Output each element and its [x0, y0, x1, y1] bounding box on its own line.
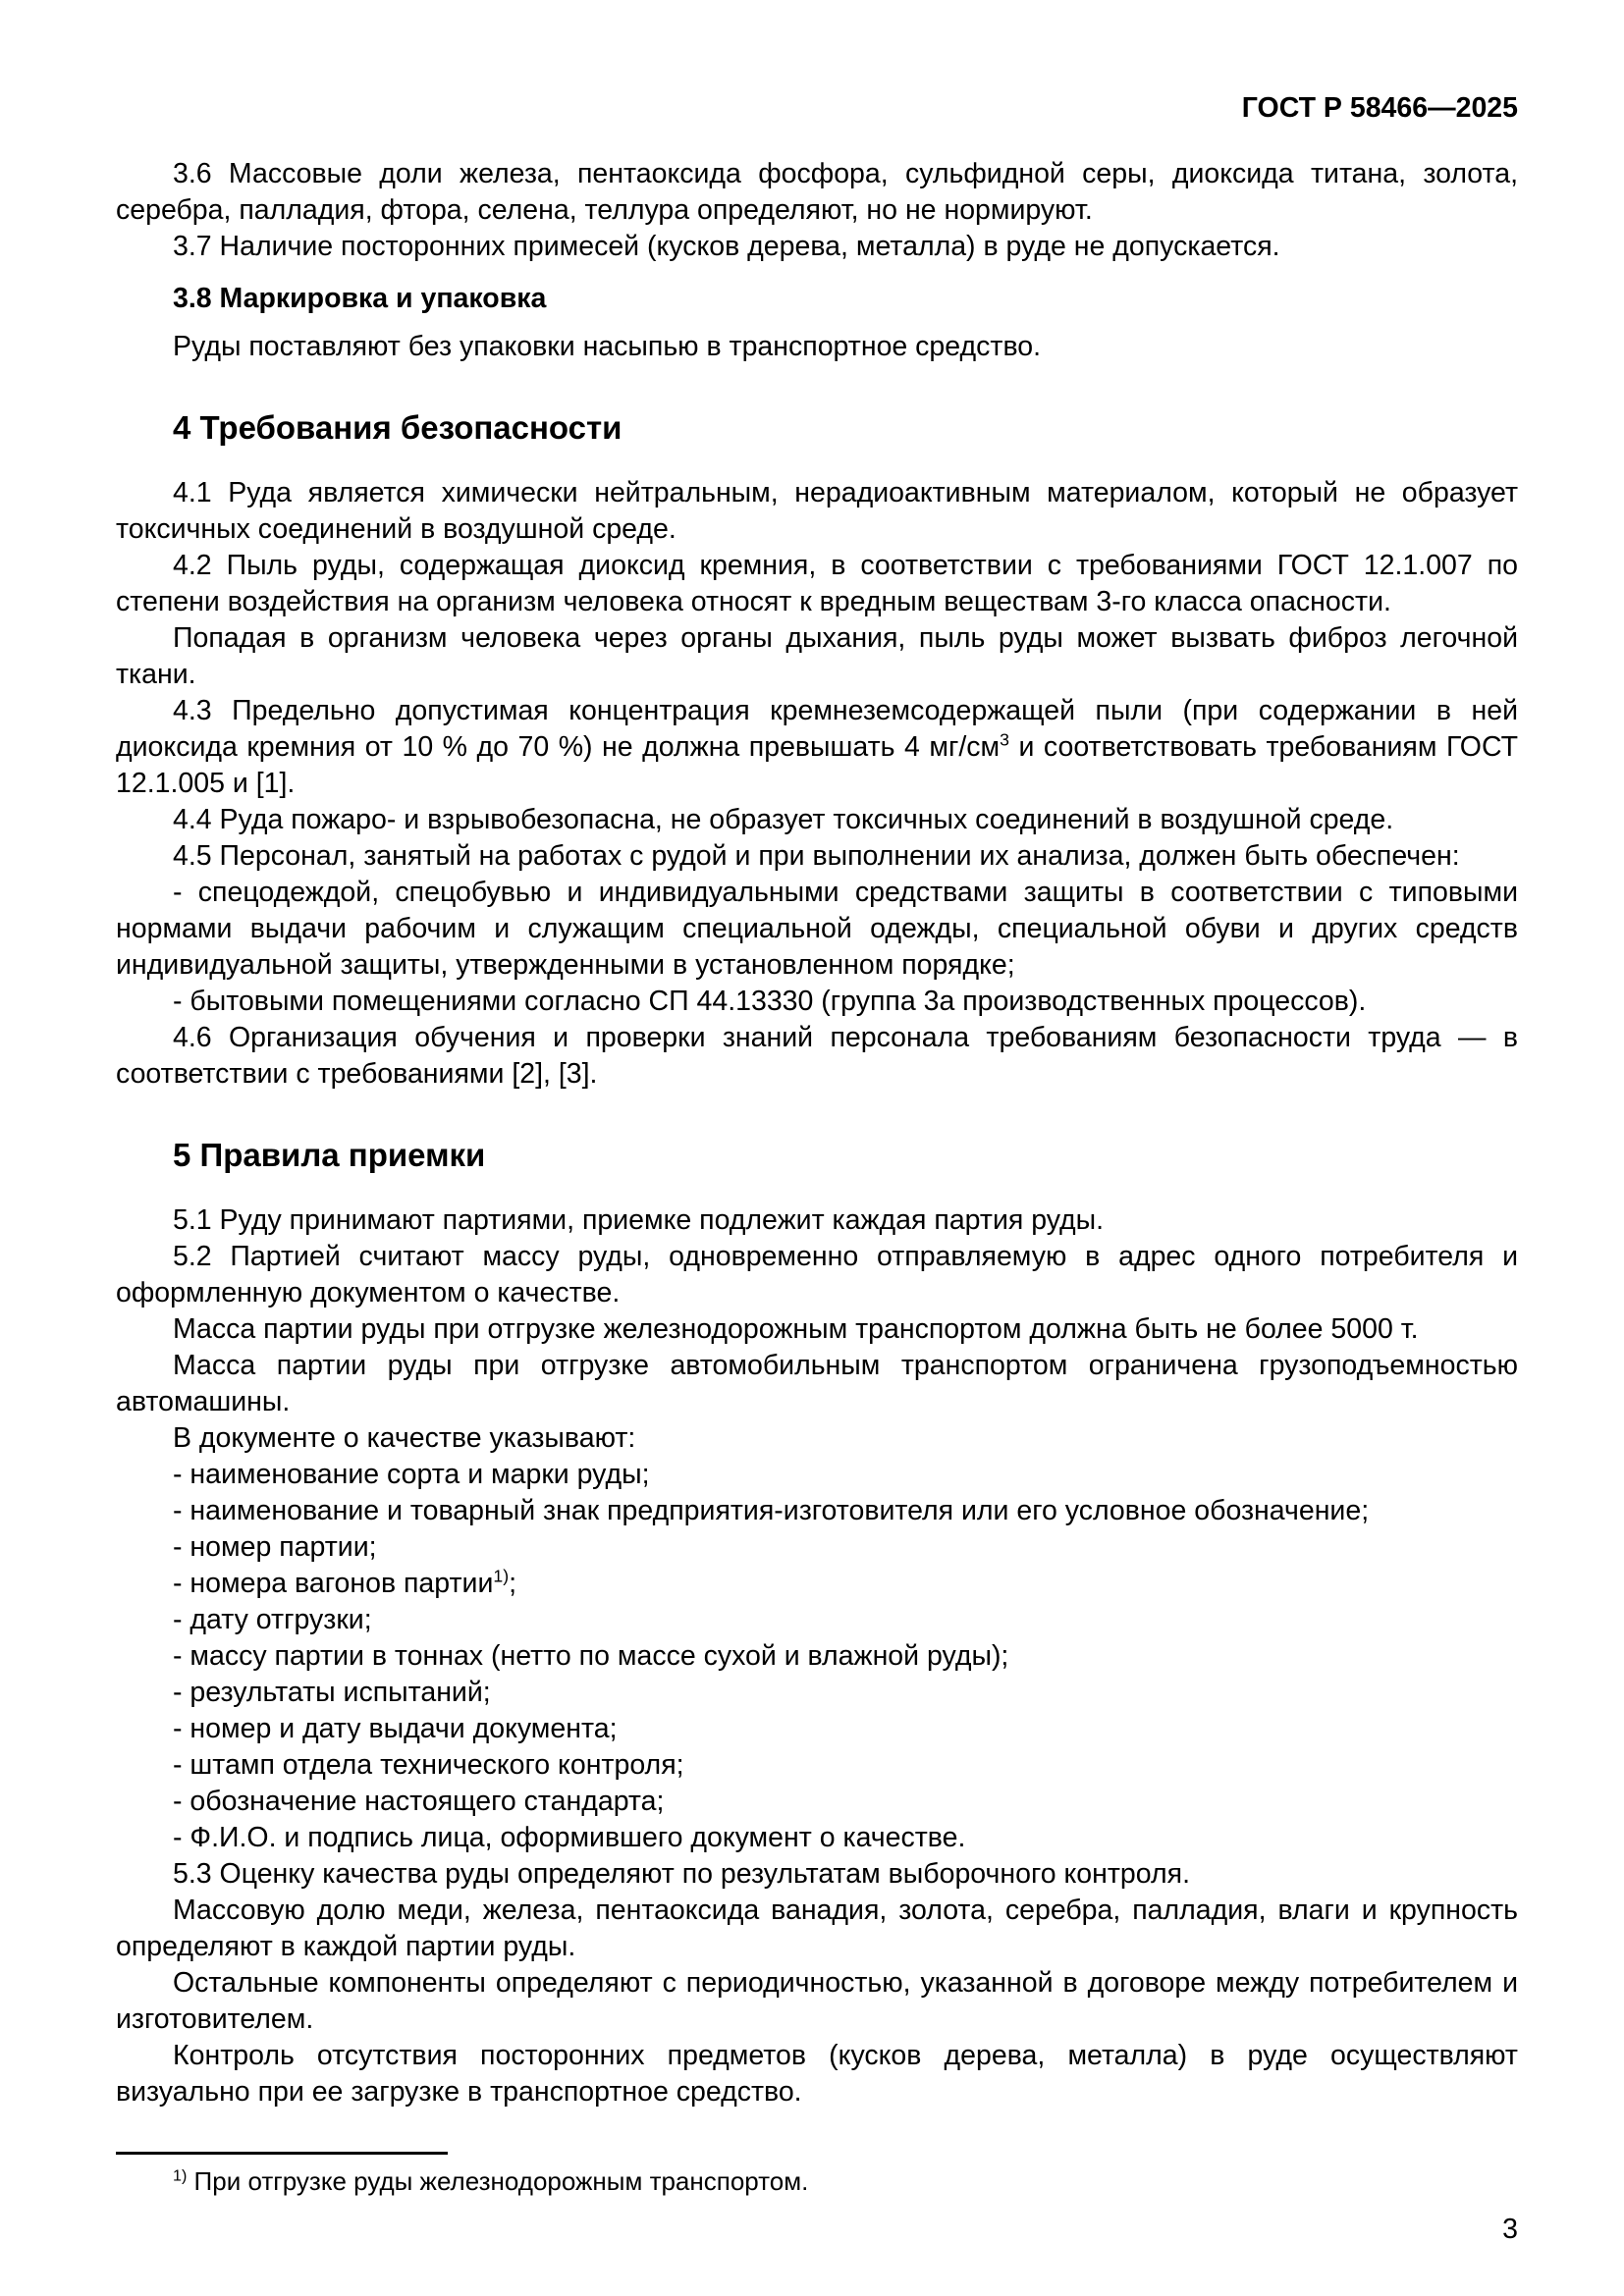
running-header [116, 90, 1518, 127]
list-item-text: ; [509, 1568, 517, 1599]
list-item: - массу партии в тоннах (нетто по массе сухой и влажной руды); [173, 1640, 1009, 1672]
paragraph-text: 4.3 Предельно допустимая концентрация кремнеземсодержащей пыли (при содержании в ней диоксида кремния от 10 % до 70 %) не должна превышать 4 мг/см [116, 695, 1518, 763]
list-item: - штамп отдела технического контроля; [173, 1749, 684, 1781]
paragraph-4-3 [116, 693, 1518, 802]
list-item: - номер партии; [173, 1531, 377, 1563]
paragraph-3-8-1: Руды поставляют без упаковки насыпью в транспортное средство. [173, 331, 1042, 362]
paragraph-3-6: 3.6 Массовые доли железа, пентаоксида фосфора, сульфидной серы, диоксида титана, золота, серебра, палладия, фтора, селена, теллура определяют, но не нормируют. [116, 158, 1518, 226]
list-item: - бытовыми помещениями согласно СП 44.13330 (группа 3а производственных процессов). [173, 986, 1367, 1017]
footnote-marker: 1) [173, 2166, 188, 2185]
paragraph-5-2: 5.2 Партией считают массу руды, одновременно отправляемую в адрес одного потребителя и оформленную документом о качестве. [116, 1241, 1518, 1308]
footnote-rule [116, 2152, 448, 2155]
list-item [116, 1566, 1518, 1602]
paragraph-3-7: 3.7 Наличие посторонних примесей (кусков дерева, металла) в руде не допускается. [173, 231, 1280, 262]
footnote-area [116, 2152, 1518, 2198]
list-item: - результаты испытаний; [173, 1677, 491, 1708]
paragraph-text: и соответствовать требованиям ГОСТ 12.1.005 и [1]. [116, 731, 1518, 799]
list-item: - дату отгрузки; [173, 1604, 372, 1635]
paragraph-5-3-3: Контроль отсутствия посторонних предметов (кусков дерева, металла) в руде осуществляют визуально при ее загрузке в транспортное средство. [116, 2040, 1518, 2108]
footnote [116, 2164, 1518, 2198]
list-item: - спецодеждой, спецобувью и индивидуальными средствами защиты в соответствии с типовыми нормами выдачи рабочим и служащим специальной одежды, специальной обуви и других средств индивидуальной защиты, утвержденными в установленном порядке; [116, 877, 1518, 981]
paragraph-5-3-1: Массовую долю меди, железа, пентаоксида ванадия, золота, серебра, палладия, влаги и крупность определяют в каждой партии руды. [116, 1895, 1518, 1962]
paragraph-4-1: 4.1 Руда является химически нейтральным, нерадиоактивным материалом, который не образует токсичных соединений в воздушной среде. [116, 477, 1518, 545]
list-item: - наименование и товарный знак предприятия-изготовителя или его условное обозначение; [173, 1495, 1370, 1526]
list-item: - наименование сорта и марки руды; [173, 1459, 650, 1490]
paragraph-4-2: 4.2 Пыль руды, содержащая диоксид кремния, в соответствии с требованиями ГОСТ 12.1.007 по степени воздействия на организм человека относят к вредным веществам 3-го класса опасности. [116, 550, 1518, 617]
doc-code: ГОСТ Р 58466—2025 [1241, 92, 1518, 124]
footnote-reference: 1) [493, 1566, 510, 1586]
paragraph-4-2-1: Попадая в организм человека через органы дыхания, пыль руды может вызвать фиброз легочной ткани. [116, 622, 1518, 690]
paragraph-5-3-2: Остальные компоненты определяют с периодичностью, указанной в договоре между потребителем и изготовителем. [116, 1967, 1518, 2035]
paragraph-4-5: 4.5 Персонал, занятый на работах с рудой и при выполнении их анализа, должен быть обеспечен: [173, 840, 1460, 872]
paragraph-5-3: 5.3 Оценку качества руды определяют по результатам выборочного контроля. [173, 1858, 1190, 1890]
paragraph-4-6: 4.6 Организация обучения и проверки знаний персонала требованиям безопасности труда — в соответствии с требованиями [2], [3]. [116, 1022, 1518, 1090]
paragraph-5-2-2: Масса партии руды при отгрузке автомобильным транспортом ограничена грузоподъемностью автомашины. [116, 1350, 1518, 1417]
paragraph-5-2-1: Масса партии руды при отгрузке железнодорожным транспортом должна быть не более 5000 т. [173, 1313, 1419, 1345]
list-item: - номер и дату выдачи документа; [173, 1713, 618, 1744]
paragraph-5-2-3: В документе о качестве указывают: [173, 1422, 636, 1454]
document-body [116, 156, 1518, 2110]
page-number: 3 [1502, 2214, 1518, 2245]
list-item: - Ф.И.О. и подпись лица, оформившего документ о качестве. [173, 1822, 966, 1853]
section-heading-4: 4 Требования безопасности [173, 409, 623, 446]
paragraph-5-1: 5.1 Руду принимают партиями, приемке подлежит каждая партия руды. [173, 1204, 1105, 1236]
subsection-heading-3-8: 3.8 Маркировка и упаковка [173, 283, 547, 314]
superscript: 3 [1000, 729, 1009, 750]
list-item-text: - номера вагонов партии [173, 1568, 494, 1599]
section-heading-5: 5 Правила приемки [173, 1137, 486, 1173]
paragraph-4-4: 4.4 Руда пожаро- и взрывобезопасна, не образует токсичных соединений в воздушной среде. [173, 804, 1394, 835]
footnote-text: При отгрузке руды железнодорожным транспортом. [187, 2166, 809, 2196]
list-item: - обозначение настоящего стандарта; [173, 1786, 665, 1817]
